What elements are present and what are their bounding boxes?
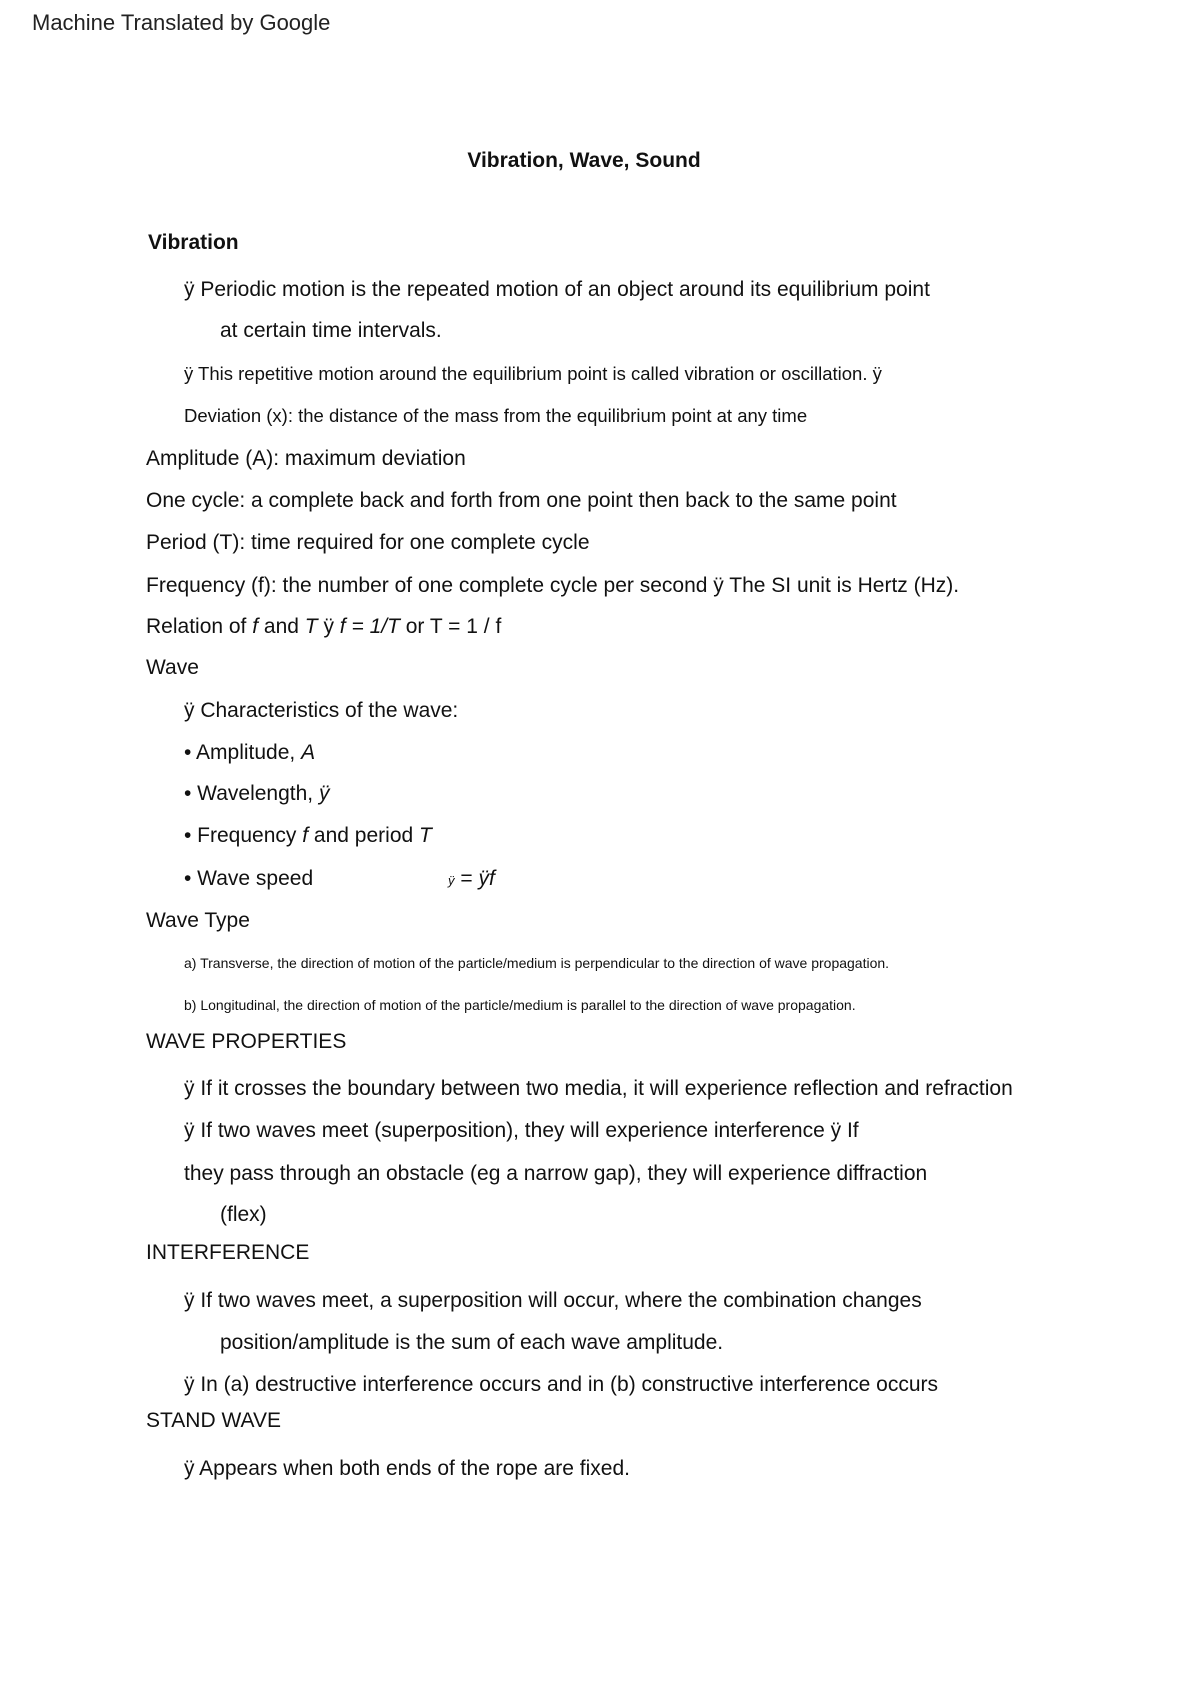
wave-properties-line-reflection: ÿ If it crosses the boundary between two media, it will experience reflection and refraction (184, 1077, 1013, 1100)
wave-properties-line-interference: ÿ If two waves meet (superposition), they will experience interference ÿ If (184, 1119, 859, 1142)
bullet-var: A (301, 741, 316, 764)
relation-text: Relation of (146, 615, 253, 638)
bullet-var: ÿ (318, 782, 330, 805)
bullet-var: f (302, 824, 309, 847)
formula-rhs: ÿf (478, 867, 495, 890)
interference-line-destructive: ÿ In (a) destructive interference occurs and in (b) constructive interference occurs (184, 1373, 938, 1396)
formula-eq: = (454, 867, 479, 890)
bullet-label: • Frequency (184, 824, 303, 847)
wave-type-transverse: a) Transverse, the direction of motion of the particle/medium is perpendicular to the direction of wave propagation. (184, 955, 890, 971)
relation-var-T: T (387, 615, 400, 638)
vibration-line-frequency: Frequency (f): the number of one complete cycle per second ÿ The SI unit is Hertz (Hz). (146, 574, 960, 597)
wave-bullet-speed: • Wave speed (184, 867, 314, 890)
vibration-line-period: Period (T): time required for one complete cycle (146, 531, 590, 554)
page-title: Vibration, Wave, Sound (467, 149, 701, 172)
relation-text: ÿ (317, 615, 340, 638)
vibration-line-periodic-cont: at certain time intervals. (220, 319, 442, 342)
formula-var-v: ÿ (448, 873, 455, 888)
relation-text: and (258, 615, 305, 638)
bullet-label: • Amplitude, (184, 741, 302, 764)
wave-speed-formula (448, 868, 495, 889)
vibration-line-oscillation: ÿ This repetitive motion around the equilibrium point is called vibration or oscillation. ÿ (184, 363, 882, 384)
interference-line-superposition-cont: position/amplitude is the sum of each wave amplitude. (220, 1331, 724, 1354)
bullet-var: T (419, 824, 432, 847)
vibration-line-periodic: ÿ Periodic motion is the repeated motion of an object around its equilibrium point (184, 278, 930, 301)
bullet-label: and period (308, 824, 420, 847)
wave-type-longitudinal: b) Longitudinal, the direction of motion of the particle/medium is parallel to the direction of wave propagation. (184, 997, 856, 1013)
relation-var-f: f (252, 615, 259, 638)
vibration-line-cycle: One cycle: a complete back and forth from one point then back to the same point (146, 489, 897, 512)
wave-properties-line-diffraction: they pass through an obstacle (eg a narrow gap), they will experience diffraction (184, 1162, 928, 1185)
wave-bullet-frequency (184, 825, 432, 846)
bullet-label: • Wavelength, (184, 782, 319, 805)
vibration-line-amplitude: Amplitude (A): maximum deviation (146, 447, 466, 470)
watermark-text: Machine Translated by Google (32, 10, 331, 35)
relation-var-f: f (339, 615, 346, 638)
wave-characteristics-line: ÿ Characteristics of the wave: (184, 699, 459, 722)
wave-bullet-wavelength (184, 783, 329, 804)
wave-properties-line-flex: (flex) (220, 1203, 267, 1226)
vibration-line-relation (146, 616, 501, 637)
relation-var-T: T (304, 615, 318, 638)
section-heading-wave-properties: WAVE PROPERTIES (146, 1030, 347, 1053)
stand-wave-line: ÿ Appears when both ends of the rope are fixed. (184, 1457, 630, 1480)
relation-text: or T = 1 / f (399, 615, 502, 638)
section-heading-stand-wave: STAND WAVE (146, 1409, 281, 1432)
section-heading-wave: Wave (146, 656, 199, 679)
section-heading-interference: INTERFERENCE (146, 1241, 310, 1264)
wave-bullet-amplitude (184, 742, 315, 763)
section-heading-wave-type: Wave Type (146, 909, 250, 932)
section-heading-vibration: Vibration (148, 231, 239, 254)
interference-line-superposition: ÿ If two waves meet, a superposition will occur, where the combination changes (184, 1289, 922, 1312)
vibration-line-deviation: Deviation (x): the distance of the mass from the equilibrium point at any time (184, 405, 808, 426)
relation-text: 1/ (369, 615, 388, 638)
relation-text: = (345, 615, 370, 638)
